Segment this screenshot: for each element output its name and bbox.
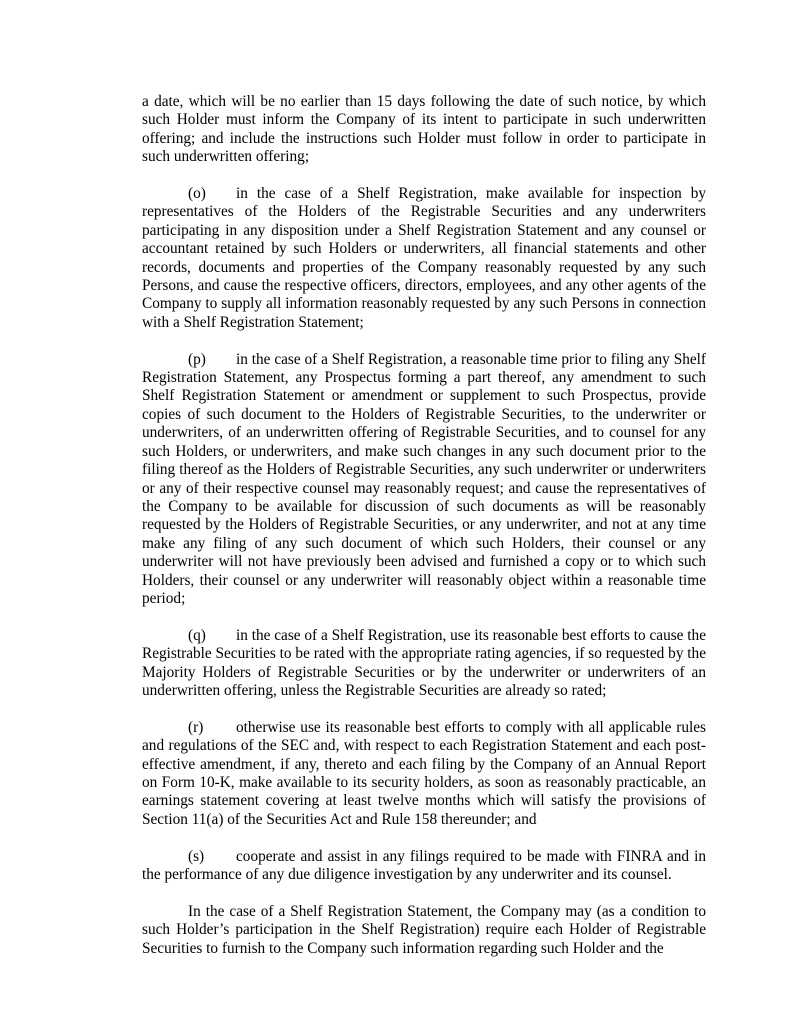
clause-s bbox=[142, 848, 706, 885]
paragraph-text: in the case of a Shelf Registration, a reasonable time prior to filing any Shelf Registration Statement, any Prospectus forming a part thereof, any amendment to such Shelf Registration Statement or amendment or supplement to such Prospectus, provide copies of such document to the Holders of Registrable Securities, to the underwriter or underwriters, of an underwritten offering of Registrable Securities, and to counsel for any such Holders, or underwriters, and make such changes in any such document prior to the filing thereof as the Holders of Registrable Securities, any such underwriter or underwriters or any of their respective counsel may reasonably request; and cause the representatives of the Company to be available for discussion of such documents as will be reasonably requested by the Holders of Registrable Securities, or any underwriter, and not at any time make any filing of any such document of which such Holders, their counsel or any underwriter will not have previously been advised and furnished a copy or to which such Holders, their counsel or any underwriter will reasonably object within a reasonable time period; bbox=[142, 350, 706, 607]
clause-label: (p) bbox=[188, 350, 206, 368]
clause-r bbox=[142, 719, 706, 829]
paragraph-text: In the case of a Shelf Registration Statement, the Company may (as a condition to such Holder’s participation in the Shelf Registration) require each Holder of Registrable Securities to furnish to the Company such information regarding such Holder and the bbox=[142, 902, 706, 957]
closing-paragraph bbox=[142, 903, 706, 958]
paragraph-text: cooperate and assist in any filings required to be made with FINRA and in the performance of any due diligence investigation by any underwriter and its counsel. bbox=[142, 847, 706, 883]
paragraph-text: in the case of a Shelf Registration, make available for inspection by representatives of the Holders of the Registrable Securities and any underwriters participating in any disposition under a Shelf Registration Statement and any counsel or accountant retained by such Holders or underwriters, all financial statements and other records, documents and properties of the Company reasonably requested by any such Persons, and cause the respective officers, directors, employees, and any other agents of the Company to supply all information reasonably requested by any such Persons in connection with a Shelf Registration Statement; bbox=[142, 185, 706, 331]
paragraph-text: a date, which will be no earlier than 15 days following the date of such notice, by which such Holder must inform the Company of its intent to participate in such underwritten offering; and include the instructions such Holder must follow in order to participate in such underwritten offering; bbox=[142, 93, 706, 166]
clause-p bbox=[142, 351, 706, 609]
clause-label: (s) bbox=[188, 847, 205, 865]
clause-label: (q) bbox=[188, 626, 206, 644]
paragraph-continuation bbox=[142, 93, 706, 167]
paragraph-text: otherwise use its reasonable best efforts to comply with all applicable rules and regulations of the SEC and, with respect to each Registration Statement and each post-effective amendment, if any, thereto and each filing by the Company of an Annual Report on Form 10-K, make available to its security holders, as soon as reasonably practicable, an earnings statement covering at least twelve months which will satisfy the provisions of Section 11(a) of the Securities Act and Rule 158 thereunder; and bbox=[142, 718, 706, 828]
clause-o bbox=[142, 185, 706, 332]
clause-label: (o) bbox=[188, 185, 206, 203]
document-page bbox=[142, 93, 706, 976]
paragraph-text: in the case of a Shelf Registration, use its reasonable best efforts to cause the Registrable Securities to be rated with the appropriate rating agencies, if so requested by the Majority Holders of Registrable Securities or by the underwriter or underwriters of an underwritten offering, unless the Registrable Securities are already so rated; bbox=[142, 626, 706, 699]
clause-q bbox=[142, 627, 706, 701]
clause-label: (r) bbox=[188, 718, 204, 736]
